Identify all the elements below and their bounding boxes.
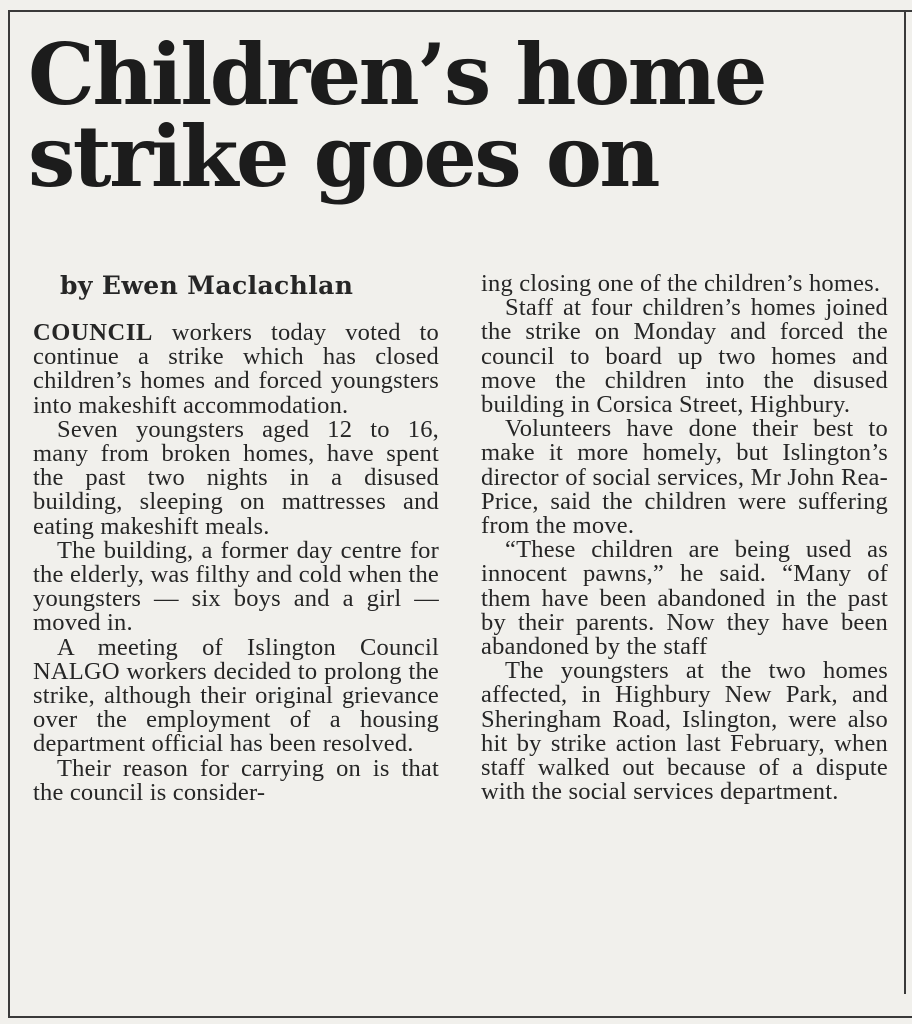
bottom-rule — [8, 1016, 912, 1018]
paragraph-4: A meeting of Islington Council NALGO workers decided to prolong the strike, although their original grievance over the employment of a housing department official has been resolved. — [33, 633, 439, 758]
left-rule — [8, 10, 10, 1016]
paragraph-8: “These children are being used as innocent pawns,” he said. “Many of them have been abandoned in the past by their parents. Now they have been abandoned by the staff — [481, 536, 888, 661]
byline: by Ewen Maclachlan — [60, 271, 354, 300]
paragraph-5-continued: ing closing one of the children’s homes. — [481, 270, 881, 297]
headline — [28, 25, 888, 206]
paragraph-2: Seven youngsters aged 12 to 16, many from broken homes, have spent the past two nights in a disused building, sleeping on mattresses and eating makeshift meals. — [33, 415, 439, 540]
article-column-left — [33, 321, 439, 805]
headline-line-1: Children’s home — [28, 25, 765, 124]
paragraph-7: Volunteers have done their best to make it more homely, but Islington’s director of social services, Mr John Rea-Price, said the children were suffering from the move. — [481, 415, 888, 540]
paragraph-5: Their reason for carrying on is that the council is consider- — [33, 754, 439, 806]
paragraph-6: Staff at four children’s homes joined the strike on Monday and forced the council to board up two homes and move the children into the disused building in Corsica Street, Highbury. — [481, 294, 888, 419]
top-rule — [8, 10, 912, 12]
paragraph-1-text: workers today voted to continue a strike which has closed children’s homes and forced youngsters into makeshift accommodation. — [33, 319, 439, 419]
lead-word: COUNCIL — [33, 319, 153, 346]
paragraph-1 — [33, 321, 439, 418]
paragraph-9: The youngsters at the two homes affected, in Highbury New Park, and Sheringham Road, Islington, were also hit by strike action last February, when staff walked out because of a dispute with the social services department. — [481, 657, 888, 806]
paragraph-3: The building, a former day centre for the elderly, was filthy and cold when the youngsters — six boys and a girl — moved in. — [33, 536, 439, 637]
right-rule — [904, 10, 906, 994]
article-column-right — [481, 272, 888, 804]
headline-line-2: strike goes on — [28, 107, 658, 206]
